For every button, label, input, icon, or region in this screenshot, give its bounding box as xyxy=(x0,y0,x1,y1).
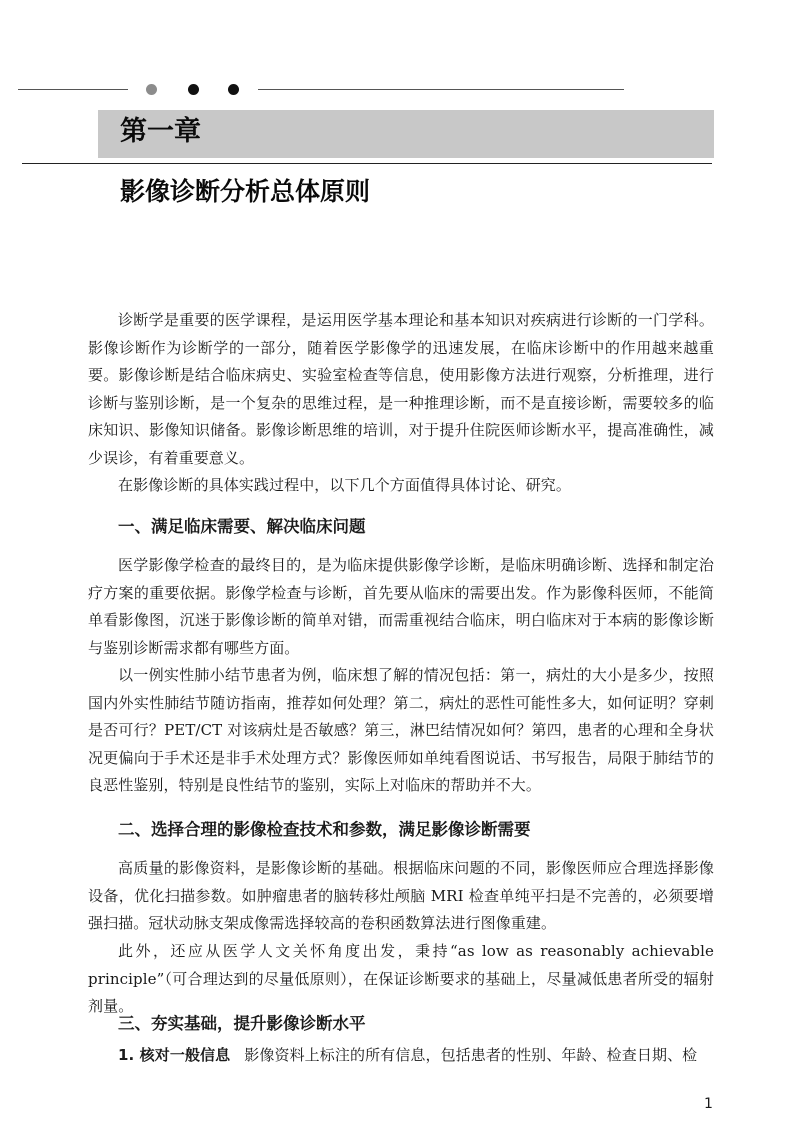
section-1-paragraph-2: 以一例实性肺小结节患者为例，临床想了解的情况包括：第一，病灶的大小是多少，按照国内外实性肺结节随访指南，推荐如何处理？第二，病灶的恶性可能性多大，如何证明？穿刺是否可行？PET/CT 对该病灶是否敏感？第三，淋巴结情况如何？第四，患者的心理和全身状况更偏向于手术还是非手术处理方式？影像医师如单纯看图说话、书写报告，局限于肺结节的良恶性鉴别，特别是良性结节的鉴别，实际上对临床的帮助并不大。 xyxy=(88,666,714,794)
header-rule-left xyxy=(18,89,128,90)
section-heading-1: 一、满足临床需要、解决临床问题 xyxy=(118,517,366,536)
section-1-paragraph-1: 医学影像学检查的最终目的，是为临床提供影像学诊断，是临床明确诊断、选择和制定治疗方案的重要依据。影像学检查与诊断，首先要从临床的需要出发。作为影像科医师，不能简单看影像图，沉迷于影像诊断的简单对错，而需重视结合临床，明白临床对于本病的影像诊断与鉴别诊断需求都有哪些方面。 xyxy=(88,556,714,657)
header-dot-black xyxy=(228,84,239,95)
chapter-label: 第一章 xyxy=(120,116,201,147)
section-3-item-1 xyxy=(88,1042,714,1070)
item-1-title: 1. 核对一般信息 xyxy=(118,1046,231,1064)
chapter-underline xyxy=(22,163,712,164)
item-1-text: 影像资料上标注的所有信息，包括患者的性别、年龄、检查日期、检 xyxy=(244,1046,698,1064)
header-dot-black xyxy=(188,84,199,95)
intro-paragraph-2: 在影像诊断的具体实践过程中，以下几个方面值得具体讨论、研究。 xyxy=(118,476,572,494)
header-dot-gray xyxy=(146,84,157,95)
section-2-paragraph-2: 此外，还应从医学人文关怀角度出发，秉持“as low as reasonably achievable principle”（可合理达到的尽量低原则），在保证诊断要求的基础上，尽量减低患者所受的辐射剂量。 xyxy=(88,942,714,1015)
chapter-title: 影像诊断分析总体原则 xyxy=(120,177,371,206)
section-heading-2: 二、选择合理的影像检查技术和参数，满足影像诊断需要 xyxy=(118,820,531,839)
section-heading-3: 三、夯实基础，提升影像诊断水平 xyxy=(118,1014,366,1033)
page-number: 1 xyxy=(704,1096,713,1112)
intro-paragraph: 诊断学是重要的医学课程，是运用医学基本理论和基本知识对疾病进行诊断的一门学科。影像诊断作为诊断学的一部分，随着医学影像学的迅速发展，在临床诊断中的作用越来越重要。影像诊断是结合临床病史、实验室检查等信息，使用影像方法进行观察，分析推理，进行诊断与鉴别诊断，是一个复杂的思维过程，是一种推理诊断，而不是直接诊断，需要较多的临床知识、影像知识储备。影像诊断思维的培训，对于提升住院医师诊断水平，提高准确性，减少误诊，有着重要意义。 xyxy=(88,311,714,467)
section-2-paragraph-1: 高质量的影像资料，是影像诊断的基础。根据临床问题的不同，影像医师应合理选择影像设备，优化扫描参数。如肿瘤患者的脑转移灶颅脑 MRI 检查单纯平扫是不完善的，必须要增强扫描。冠状动脉支架成像需选择较高的卷积函数算法进行图像重建。 xyxy=(88,859,714,932)
header-rule-right xyxy=(258,89,624,90)
